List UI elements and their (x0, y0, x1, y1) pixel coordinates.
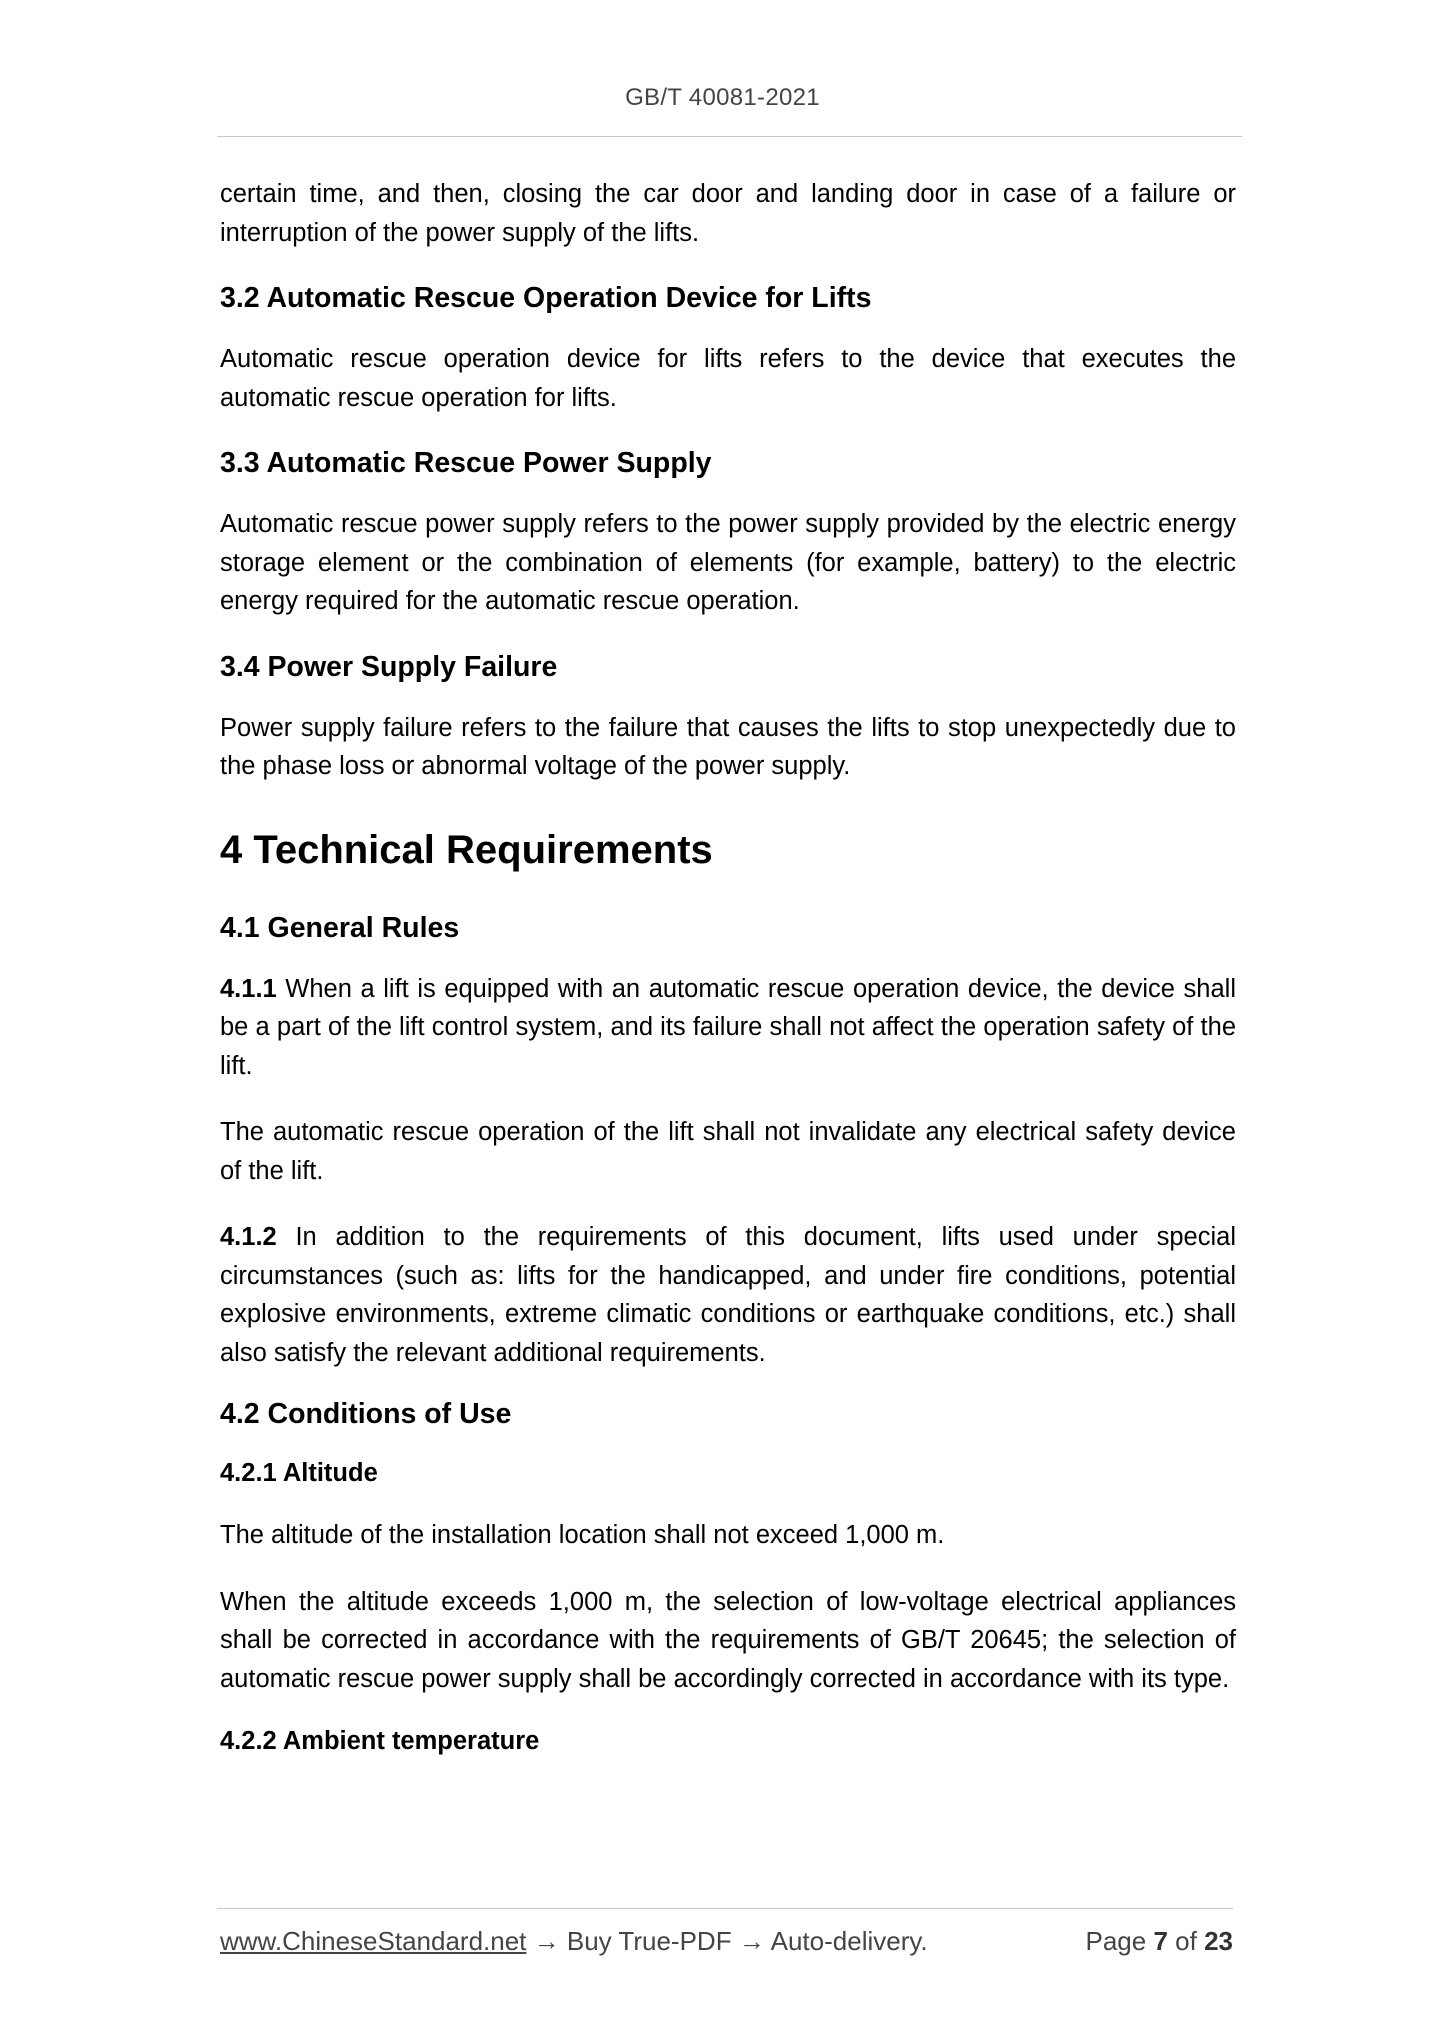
clause-4-1-1-text-2: The automatic rescue operation of the lift shall not invalidate any electrical safety device of the lift. (220, 1118, 1236, 1185)
chapter-4-heading: 4 Technical Requirements (220, 827, 713, 872)
header-divider (217, 136, 1242, 137)
page-total: 23 (1204, 1926, 1233, 1956)
footer-divider (217, 1908, 1233, 1909)
section-4-1-heading: 4.1 General Rules (220, 911, 460, 944)
clause-4-1-2-text: In addition to the requirements of this document, lifts used under special circumstances (such as: lifts for the handicapped, and under fire conditions, potential explosive environments, extreme climatic conditions or earthquake conditions, etc.) shall also satisfy the relevant additional requirements. (220, 1223, 1236, 1367)
clause-4-1-2-number: 4.1.2 (220, 1223, 277, 1251)
page-indicator (1085, 1926, 1233, 1957)
arrow-icon: → (533, 1926, 560, 1956)
section-4-2-heading: 4.2 Conditions of Use (220, 1398, 512, 1430)
page-label: Page (1085, 1926, 1147, 1956)
page-footer (220, 1926, 1233, 1957)
page-number: 7 (1153, 1926, 1168, 1956)
buy-text: Buy True-PDF (566, 1926, 732, 1956)
section-3-2-text: Automatic rescue operation device for lifts refers to the device that executes the automatic rescue operation for lifts. (220, 345, 1236, 412)
section-3-4-heading: 3.4 Power Supply Failure (220, 650, 558, 683)
section-4-2-1-heading: 4.2.1 Altitude (220, 1459, 378, 1487)
of-label: of (1175, 1926, 1197, 1956)
section-4-2-1-text-1: The altitude of the installation location shall not exceed 1,000 m. (220, 1521, 945, 1549)
doc-body (220, 175, 1236, 1784)
clause-4-1-1 (220, 970, 1236, 1086)
arrow-icon: → (738, 1926, 765, 1956)
section-4-2-2-heading: 4.2.2 Ambient temperature (220, 1727, 540, 1755)
website-link[interactable]: www.ChineseStandard.net (220, 1926, 527, 1956)
section-3-3-text: Automatic rescue power supply refers to the power supply provided by the electric energy storage element or the combination of elements (for example, battery) to the electric energy required for the automatic rescue operation. (220, 510, 1236, 615)
section-3-4-text: Power supply failure refers to the failure that causes the lifts to stop unexpectedly due to the phase loss or abnormal voltage of the power supply. (220, 713, 1236, 780)
section-4-2-1-text-2: When the altitude exceeds 1,000 m, the selection of low-voltage electrical appliances shall be corrected in accordance with the requirements of GB/T 20645; the selection of automatic rescue power supply shall be accordingly corrected in accordance with its type. (220, 1587, 1236, 1693)
section-3-3-heading: 3.3 Automatic Rescue Power Supply (220, 447, 712, 479)
delivery-text: Auto-delivery. (770, 1926, 928, 1956)
clause-4-1-1-text: When a lift is equipped with an automatic rescue operation device, the device shall be a part of the lift control system, and its failure shall not affect the operation safety of the lift. (220, 974, 1236, 1080)
intro-paragraph: certain time, and then, closing the car door and landing door in case of a failure or interruption of the power supply of the lifts. (220, 180, 1236, 247)
doc-header: GB/T 40081-2021 (625, 84, 820, 111)
clause-4-1-1-number: 4.1.1 (220, 974, 277, 1003)
section-3-2-heading: 3.2 Automatic Rescue Operation Device for Lifts (220, 282, 872, 314)
clause-4-1-2 (220, 1218, 1236, 1372)
